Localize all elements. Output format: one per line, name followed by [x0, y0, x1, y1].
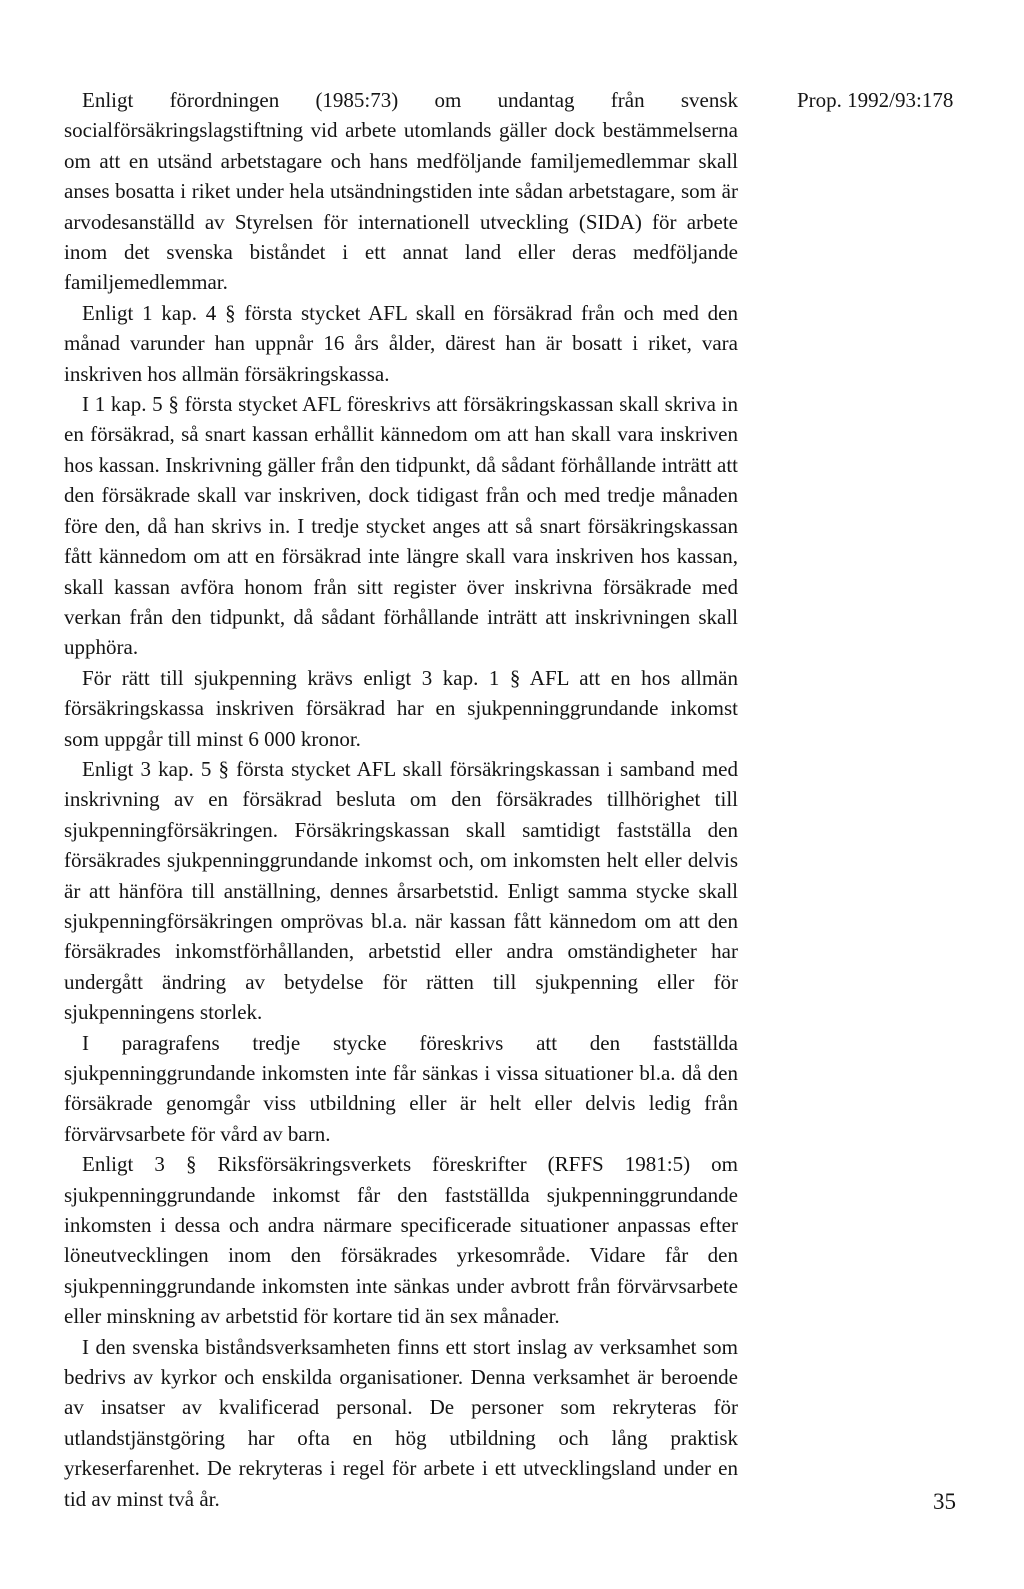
- paragraph-5: Enligt 3 kap. 5 § första stycket AFL skall försäkringskassan i samband med inskrivning av en försäkrad besluta om den försäkrades tillhörighet till sjukpenningförsäkringen. Försäkringskassan skall samtidigt fastställa den försäkrades sjukpenninggrundande inkomst och, om inkomsten helt eller delvis är att hänföra till anställning, dennes årsarbetstid. Enligt samma stycke skall sjukpenningförsäkringen omprövas bl.a. när kassan fått kännedom om att den försäkrades inkomstförhållanden, arbetstid eller andra omständigheter har undergått ändring av betydelse för rätten till sjukpenning eller för sjukpenningens storlek.: [64, 756, 738, 1025]
- proposition-reference: Prop. 1992/93:178: [797, 88, 954, 112]
- paragraph-2: Enligt 1 kap. 4 § första stycket AFL skall en försäkrad från och med den månad varunder han uppnår 16 års ålder, därest han är bosatt i riket, vara inskriven hos allmän försäkringskassa.: [64, 300, 738, 386]
- paragraph-8: I den svenska biståndsverksamheten finns ett stort inslag av verksamhet som bedrivs av kyrkor och enskilda organisationer. Denna verksamhet är beroende av insatser av kvalificerad personal. De personer som rekryteras för utlandstjänstgöring har ofta en hög utbildning och lång praktisk yrkeserfarenhet. De rekryteras i regel för arbete i ett utvecklingsland under en tid av minst två år.: [64, 1334, 738, 1511]
- paragraph-1: Enligt förordningen (1985:73) om undantag från svensk socialförsäkringslagstiftning vid arbete utomlands gäller dock bestämmelserna om att en utsänd arbetstagare och hans medföljande familjemedlemmar skall anses bosatta i riket under hela utsändningstiden inte sådan arbetstagare, som är arvodesanställd av Styrelsen för internationell utveckling (SIDA) för arbete inom det svenska biståndet i ett annat land eller deras medföljande familjemedlemmar.: [64, 88, 738, 295]
- paragraph-3: I 1 kap. 5 § första stycket AFL föreskrivs att försäkringskassan skall skriva in en försäkrad, så snart kassan erhållit kännedom om att han skall vara inskriven hos kassan. Inskrivning gäller från den tidpunkt, då sådant förhållande inträtt att den försäkrade skall var inskriven, dock tidigast från och med tredje månaden före den, då han skrivs in. I tredje stycket anges att så snart försäkringskassan fått kännedom om att en försäkrad inte längre skall vara inskriven hos kassan, skall kassan avföra honom från sitt register över inskrivna försäkrade med verkan från den tidpunkt, då sådant förhållande inträtt att inskrivningen skall upphöra.: [64, 392, 738, 660]
- paragraph-4: För rätt till sjukpenning krävs enligt 3 kap. 1 § AFL att en hos allmän försäkringskassa inskriven försäkrad har en sjukpenninggrundande inkomst som uppgår till minst 6 000 kronor.: [64, 665, 738, 751]
- paragraph-7: Enligt 3 § Riksförsäkringsverkets föreskrifter (RFFS 1981:5) om sjukpenninggrundande inkomst får den fastställda sjukpenninggrundande inkomsten i dessa och andra närmare specificerade situationer anpassas efter löneutvecklingen inom den försäkrades yrkesområde. Vidare får den sjukpenninggrundande inkomsten inte sänkas under avbrott från förvärvsarbete eller minskning av arbetstid för kortare tid än sex månader.: [64, 1152, 738, 1329]
- paragraph-6: I paragrafens tredje stycke föreskrivs att den fastställda sjukpenninggrundande inkomsten inte får sänkas i vissa situationer bl.a. då den försäkrade genomgår viss utbildning eller är helt eller delvis ledig från förvärvsarbete för vård av barn.: [64, 1030, 738, 1146]
- page-number: 35: [933, 1489, 956, 1514]
- body-text: [64, 85, 738, 1514]
